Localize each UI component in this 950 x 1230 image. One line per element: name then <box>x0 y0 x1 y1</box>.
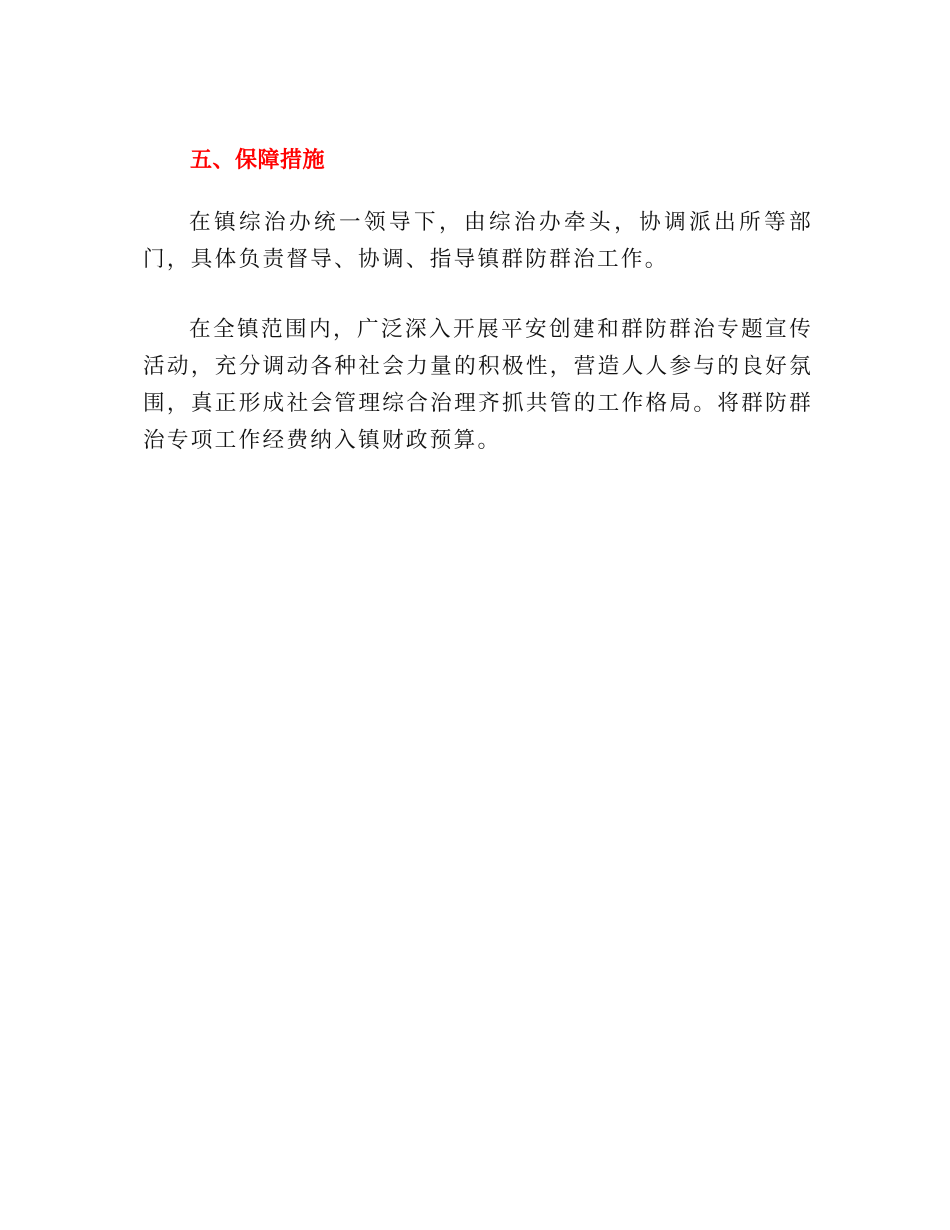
paragraph-2: 在全镇范围内，广泛深入开展平安创建和群防群治专题宣传活动，充分调动各种社会力量的积极性，营造人人参与的良好氛围，真正形成社会管理综合治理齐抓共管的工作格局。将群防群治专项工作经费纳入镇财政预算。 <box>143 317 813 453</box>
paragraph-1: 在镇综治办统一领导下，由综治办牵头，协调派出所等部门，具体负责督导、协调、指导镇群防群治工作。 <box>143 210 813 272</box>
section-heading: 五、保障措施 <box>190 148 326 173</box>
